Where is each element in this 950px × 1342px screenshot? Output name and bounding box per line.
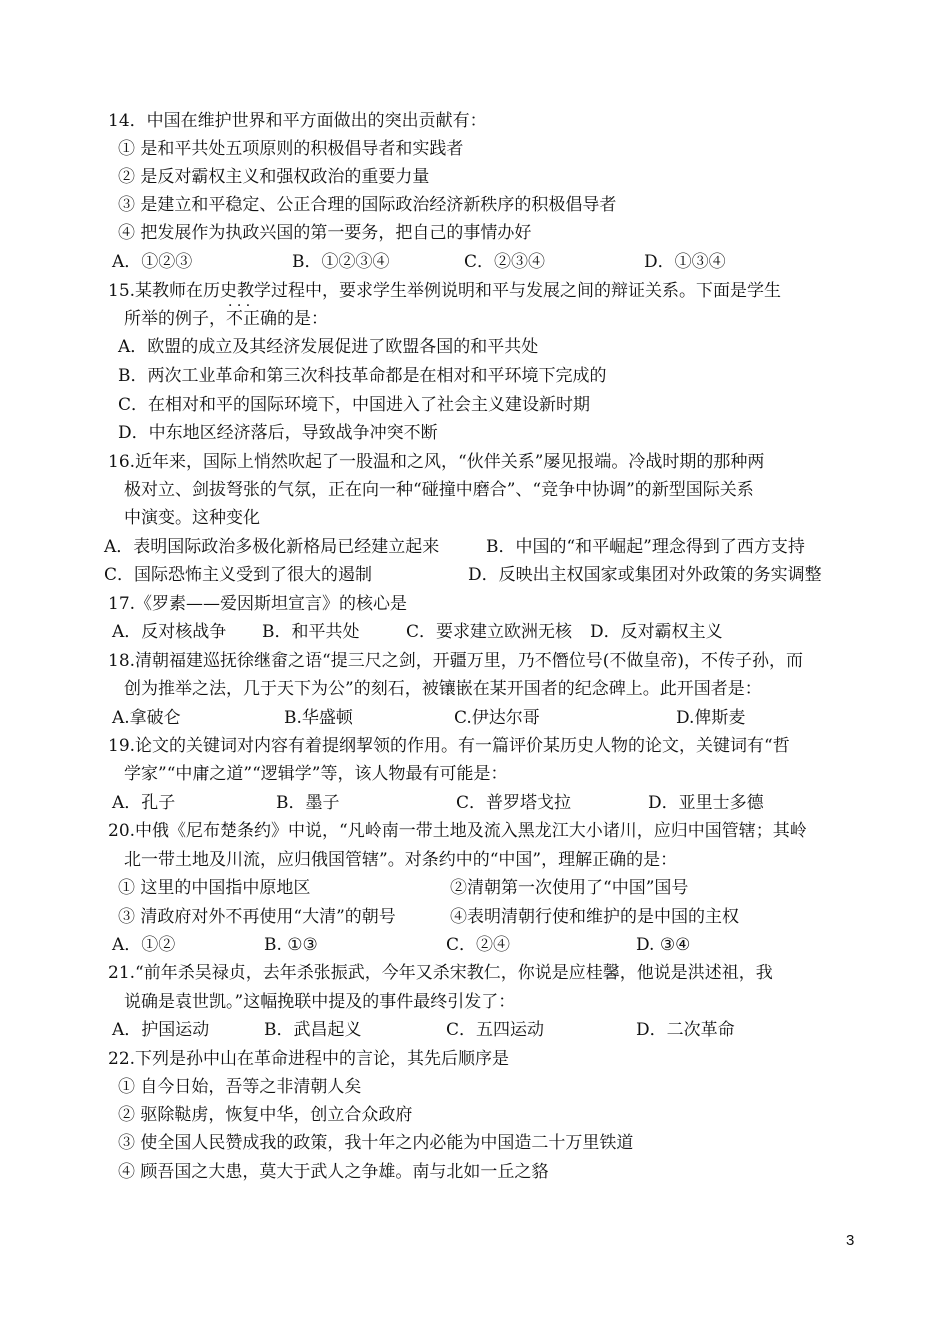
page-number: 3 xyxy=(846,1232,855,1249)
q21-stem-line2: 说确是袁世凯。”这幅挽联中提及的事件最终引发了： xyxy=(124,992,516,1012)
q22-stem: 22.下列是孙中山在革命进程中的言论，其先后顺序是 xyxy=(108,1049,510,1069)
q20-item-2: ②清朝第一次使用了“中国”国号 xyxy=(450,878,689,898)
q21-option-a: A．护国运动 xyxy=(112,1020,210,1040)
q21-option-b: B．武昌起义 xyxy=(264,1020,362,1040)
q22-item-3: ③ 使全国人民赞成我的政策，我十年之内必能为中国造二十万里铁道 xyxy=(118,1133,634,1153)
q14-option-b: B．①②③④ xyxy=(292,252,390,272)
q19-option-b: B．墨子 xyxy=(276,793,340,813)
q20-option-d: D. ③④ xyxy=(636,935,691,955)
q17-option-d: D．反对霸权主义 xyxy=(590,622,723,642)
q16-stem-line2: 极对立、剑拔弩张的气氛，正在向一种“碰撞中磨合”、“竞争中协调”的新型国际关系 xyxy=(124,480,754,500)
q18-stem-line2: 创为推举之法，几于天下为公”的刻石，被镶嵌在某开国者的纪念碑上。此开国者是： xyxy=(124,679,762,699)
q16-stem-line3: 中演变。这种变化 xyxy=(124,508,260,528)
q20-item-4: ④表明清朝行使和维护的是中国的主权 xyxy=(450,907,739,927)
q17-option-c: C．要求建立欧洲无核 xyxy=(406,622,573,642)
q20-option-a: A．①② xyxy=(112,935,176,955)
q22-item-1: ① 自今日始，吾等之非清朝人矣 xyxy=(118,1077,362,1097)
q17-option-a: A．反对核战争 xyxy=(112,622,227,642)
q15-option-d: D．中东地区经济落后，导致战争冲突不断 xyxy=(118,423,438,443)
q20-option-c: C．②④ xyxy=(446,935,511,955)
q20-item-3: ③ 清政府对外不再使用“大清”的朝号 xyxy=(118,907,396,927)
q18-option-a: A.拿破仑 xyxy=(112,708,181,728)
q14-item-2: ② 是反对霸权主义和强权政治的重要力量 xyxy=(118,167,430,187)
q18-option-b: B.华盛顿 xyxy=(284,708,353,728)
q14-item-4: ④ 把发展作为执政兴国的第一要务，把自己的事情办好 xyxy=(118,223,532,243)
q16-option-d: D．反映出主权国家或集团对外政策的务实调整 xyxy=(468,565,822,585)
q15-option-c: C．在相对和平的国际环境下，中国进入了社会主义建设新时期 xyxy=(118,395,591,415)
q14-stem: 14．中国在维护世界和平方面做出的突出贡献有： xyxy=(108,111,487,131)
q21-option-d: D．二次革命 xyxy=(636,1020,735,1040)
q22-item-4: ④ 顾吾国之大患，莫大于武人之争雄。南与北如一丘之貉 xyxy=(118,1162,549,1182)
q18-stem-line1: 18.清朝福建巡抚徐继畲之语“提三尺之剑，开疆万里，乃不僭位号(不做皇帝)，不传子孙，而 xyxy=(108,651,803,671)
q14-item-3: ③ 是建立和平稳定、公正合理的国际政治经济新秩序的积极倡导者 xyxy=(118,195,617,215)
q14-option-d: D．①③④ xyxy=(644,252,726,272)
q17-stem: 17.《罗素——爱因斯坦宣言》的核心是 xyxy=(108,594,408,614)
q18-option-c: C.伊达尔哥 xyxy=(454,708,540,728)
q19-option-c: C．普罗塔戈拉 xyxy=(456,793,572,813)
q14-option-c: C．②③④ xyxy=(464,252,546,272)
q20-stem-line2: 北一带土地及川流，应归俄国管辖”。对条约中的“中国”，理解正确的是： xyxy=(124,850,678,870)
q19-stem-line2: 学家”“中庸之道”“逻辑学”等，该人物最有可能是： xyxy=(124,764,508,784)
q18-option-d: D.俾斯麦 xyxy=(676,708,746,728)
q19-option-a: A．孔子 xyxy=(112,793,176,813)
q14-item-1: ① 是和平共处五项原则的积极倡导者和实践者 xyxy=(118,139,464,159)
q22-item-2: ② 驱除鞑虏，恢复中华，创立合众政府 xyxy=(118,1105,413,1125)
q15-stem-line2: 所举的例子，不正确 · · ·的是： xyxy=(124,308,328,330)
q15-option-b: B．两次工业革命和第三次科技革命都是在相对和平环境下完成的 xyxy=(118,366,607,386)
q15-emphasis: 不正确 · · · xyxy=(226,308,277,330)
q17-option-b: B．和平共处 xyxy=(262,622,360,642)
q15-stem-line1: 15.某教师在历史教学过程中，要求学生举例说明和平与发展之间的辩证关系。下面是学生 xyxy=(108,281,782,301)
q21-option-c: C．五四运动 xyxy=(446,1020,545,1040)
q19-option-d: D．亚里士多德 xyxy=(648,793,764,813)
q20-stem-line1: 20.中俄《尼布楚条约》中说，“凡岭南一带土地及流入黑龙江大小诸川，应归中国管辖；其岭 xyxy=(108,821,807,841)
q21-stem-line1: 21.“前年杀吴禄贞，去年杀张振武，今年又杀宋教仁，你说是应桂馨，他说是洪述祖，我 xyxy=(108,963,773,983)
q19-stem-line1: 19.论文的关键词对内容有着提纲挈领的作用。有一篇评价某历史人物的论文，关键词有“哲 xyxy=(108,736,790,756)
q20-item-1: ① 这里的中国指中原地区 xyxy=(118,878,311,898)
q16-option-a: A．表明国际政治多极化新格局已经建立起来 xyxy=(104,537,440,557)
q20-option-b: B. ①③ xyxy=(264,935,318,955)
q14-option-a: A．①②③ xyxy=(112,252,193,272)
q16-option-c: C．国际恐怖主义受到了很大的遏制 xyxy=(104,565,373,585)
q16-option-b: B．中国的“和平崛起”理念得到了西方支持 xyxy=(486,537,805,557)
q15-option-a: A．欧盟的成立及其经济发展促进了欧盟各国的和平共处 xyxy=(118,337,539,357)
q16-stem-line1: 16.近年来，国际上悄然吹起了一股温和之风，“伙伴关系”屡见报端。冷战时期的那种两 xyxy=(108,452,765,472)
